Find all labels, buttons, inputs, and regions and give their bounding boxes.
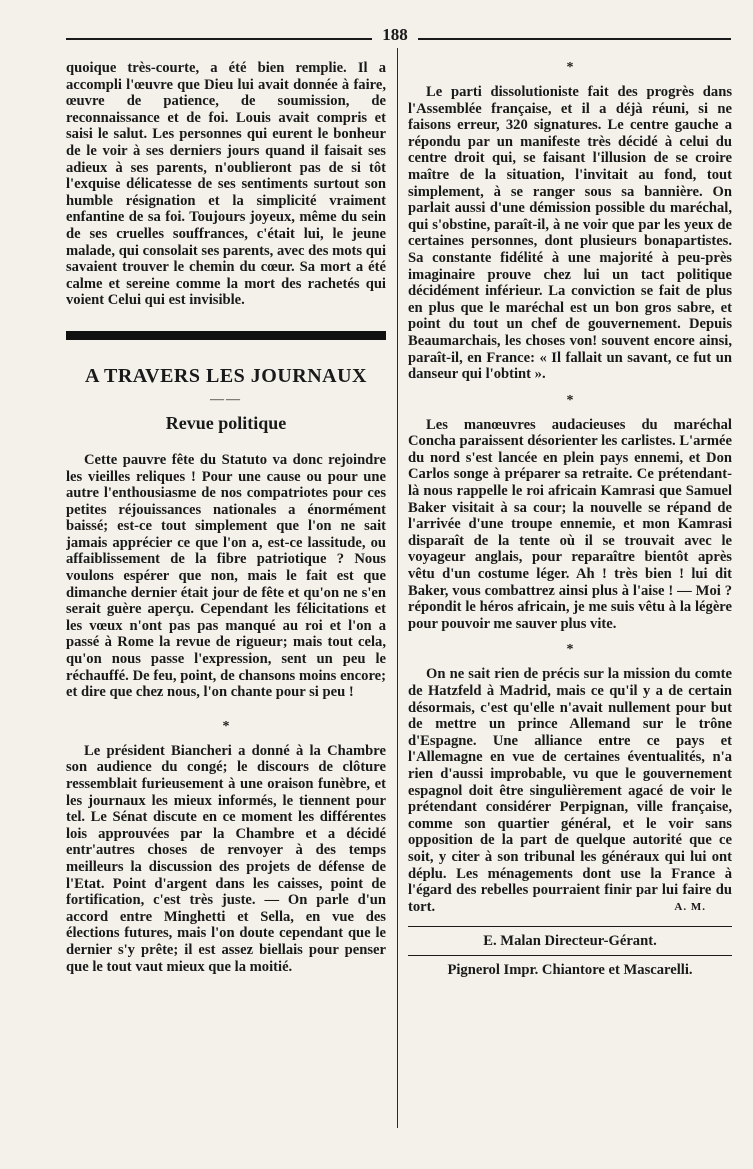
footer-rule-top bbox=[408, 926, 732, 927]
footer-rule-middle bbox=[408, 955, 732, 956]
header-rule-right bbox=[418, 38, 731, 40]
title-dash: —— bbox=[210, 391, 242, 407]
header-rule-left bbox=[66, 38, 372, 40]
section-separator bbox=[66, 331, 386, 340]
sub-title: Revue politique bbox=[165, 412, 287, 433]
paragraph-separator-star: * bbox=[566, 392, 574, 408]
column-divider bbox=[397, 48, 398, 1128]
author-signoff: A. M. bbox=[674, 901, 706, 914]
paragraph-separator-star: * bbox=[566, 642, 574, 658]
footer-editor: E. Malan Directeur-Gérant. bbox=[483, 932, 657, 949]
article-paragraph-assemblee: Le parti dissolutioniste fait des progrès dans l'Assemblée française, et il a déjà réuni, si ne faisons erreur, 320 signatures. Le centre gauche a répondu par un manifeste très décidé à celui du centre droit qui, se faisant l'illusion de se croire maître de la situation, l'invitait au fond, tout simplement, à se ranger sous sa bannière. On parlait aussi d'une démission possible du maréchal, qui s'obstine, paraît-il, à ne voir que par les yeux de certaines personnes, dont plusieurs bonapartistes. Sa constante fidélité à une majorité à peu-près imaginaire prouve chez lui un tact politique décidément inférieur. La conviction se fait de plus en plus que le maréchal est un bon gros sabre, et point du tout un chef de gouvernement. Depuis Beaumarchais, les choses von! souvent encore ainsi, paraît-il, en France: « Il fallait un savant, ce fut un danseur qui l'obtint ». bbox=[408, 84, 732, 383]
page-header bbox=[66, 24, 731, 48]
footer-printer: Pignerol Impr. Chiantore et Mascarelli. bbox=[447, 961, 693, 978]
article-paragraph-biancheri: Le président Biancheri a donné à la Chambre son audience du congé; le discours de clôture ressemblait furieusement à une oraison funèbre, et les journaux les mieux informés, le tiennent pour tel. Le Sénat discute en ce moment les différentes lois approuvées par la Chambre et a décidé entr'autres choses de renvoyer à des temps meilleurs la discussion des projets de défense de l'Etat. Point d'argent dans les caisses, point de fortification, c'est très juste. — On parle d'un accord entre Minghetti et Sella, en vue des élections futures, mais l'on doute cependant que le dernier s'y prête; il est assez biellais pour penser que le tout vaut mieux que la moitié. bbox=[66, 742, 386, 975]
article-paragraph-hatzfeld: On ne sait rien de précis sur la mission du comte de Hatzfeld à Madrid, mais ce qu'il y a de certain désormais, c'est qu'elle n'avait nullement pour but de mettre un prince Allemand sur le trône d'Espagne. Une alliance entre ce pays et l'Allemagne en vue de certaines éventualités, n'a rien d'aussi improbable, vu que le gouvernement espagnol doit être singulièrement agacé de voir le prétendant considérer Perpignan, ville française, comme son quartier général, et le voir sans opposition de la part de quelque autorité que ce soit, y citer à son tribunal les généraux qui lui ont déplu. Les ménagements dont use la France à l'égard des rebelles pourraient finir par lui faire du tort. bbox=[408, 666, 732, 915]
intro-paragraph: quoique très-courte, a été bien remplie. Il a accompli l'œuvre que Dieu lui avait donnée à faire, œuvre de patience, de soumission, de reconnaissance et de foi. Louis avait compris et saisi le salut. Les personnes qui eurent le bonheur de le voir à ses derniers jours quand il faisait ses adieux à ses parents, n'oublieront pas de si tôt l'exquise délicatesse de ses sentiments surtout son humble résignation et la simplicité vraiment enfantine de sa foi. Toujours joyeux, même du sein de ses cruelles souffrances, c'était lui, le jeune malade, qui consolait ses parents, avec des mots qui savaient trouver le chemin du cœur. Sa mort a été calme et sereine comme la mort des rachetés qui voient Celui qui est invisible. bbox=[66, 60, 386, 309]
right-column bbox=[408, 60, 732, 980]
page-number: 188 bbox=[382, 25, 408, 44]
paragraph-separator-star: * bbox=[566, 60, 574, 75]
left-column bbox=[66, 60, 386, 975]
article-paragraph-statuto: Cette pauvre fête du Statuto va donc rejoindre les vieilles reliques ! Pour une cause ou pour une autre l'enthousiasme de nos compatriotes pour ces petites réjouissances nationales a énormément baissé; est-ce tout simplement que l'on ne sait jamais apprécier ce que l'on a, est-ce lassitude, ou affaiblissement de la fibre patriotique ? Nous voulons espérer que non, mais le fait est que dimanche dernier était jour de fête et qu'on ne s'en serait guère aperçu. Cependant les félicitations et les vœux n'ont pas pas manqué au roi et l'on a passé à Rome la revue de rigueur; mais tout cela, qu'on nous passe l'expression, sent un peu le réchauffé. De feu, point, de chansons moins encore; et dire que chez nous, l'on chante pour si peu ! bbox=[66, 451, 386, 701]
paragraph-separator-star: * bbox=[222, 718, 230, 734]
article-paragraph-concha: Les manœuvres audacieuses du maréchal Concha paraissent désorienter les carlistes. L'armée du nord s'est lancée en plein pays ennemi, et Don Carlos songe à préparer sa retraite. Ce prétendant-là nous rappelle le roi africain Kamrasi que Samuel Baker visitait à sa cour; la nouvelle se répand de l'arrivée d'une troupe ennemie, et mon Kamrasi disparaît de la tente où il se trouvait avec le voyageur anglais, pour reparaître bientôt après vêtu d'un costume léger. Ah ! très bien ! lui dit Baker, vous combattrez ainsi plus à l'aise ! — Moi ? répondit le héros africain, je me suis vêtu à la légère pour pouvoir me sauver plus vite. bbox=[408, 416, 732, 632]
section-title: A TRAVERS LES JOURNAUX bbox=[85, 364, 367, 387]
